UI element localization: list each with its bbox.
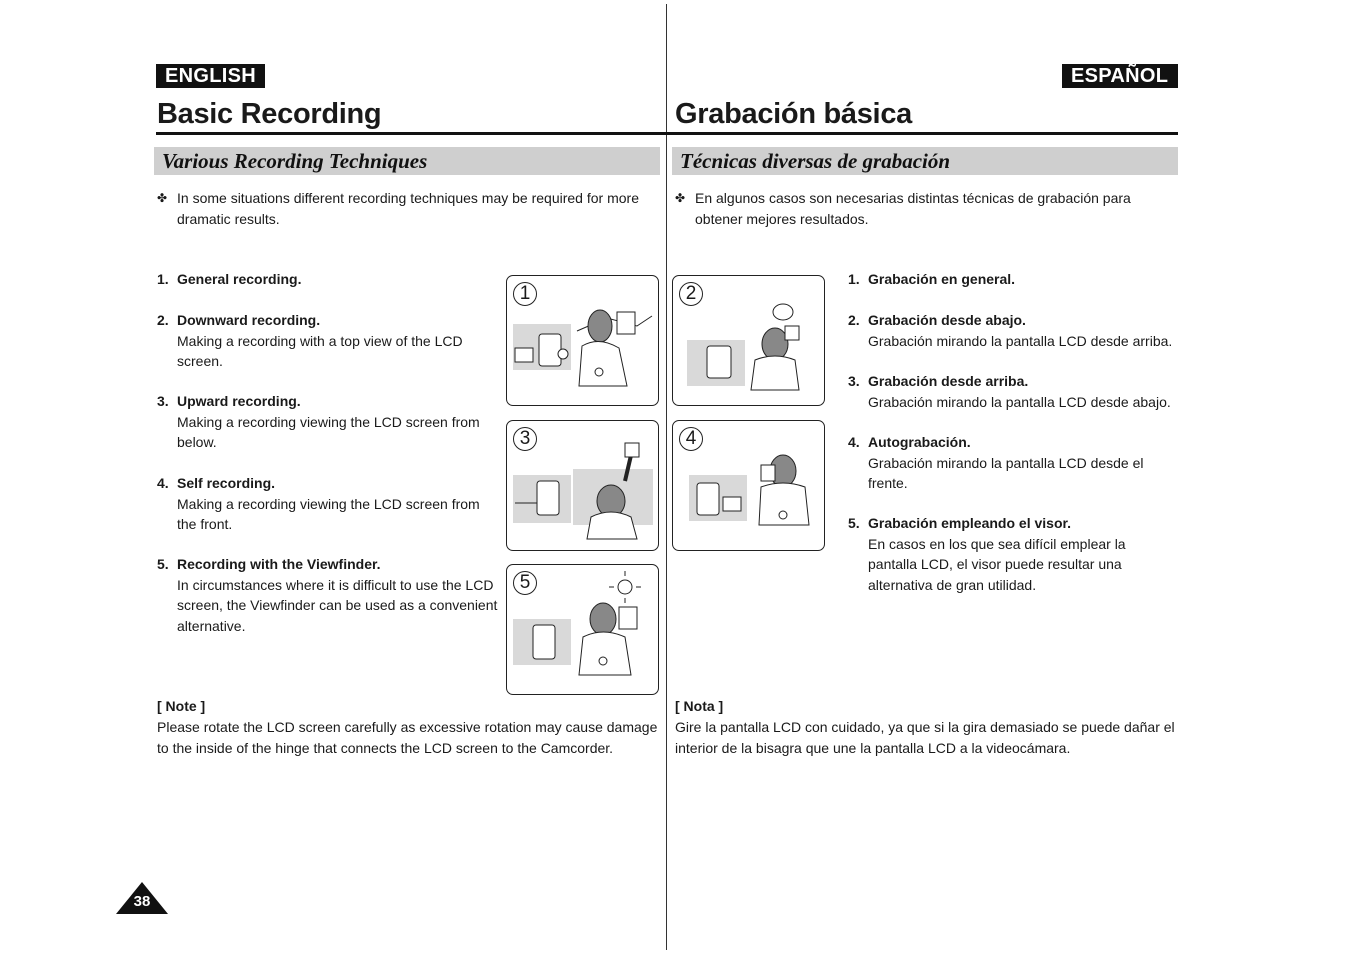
figure-number: 5 <box>513 571 537 595</box>
figure-number: 1 <box>513 282 537 306</box>
english-item-4 <box>157 473 487 535</box>
figure-5-viewfinder-recording <box>506 564 659 695</box>
upward-recording-illustration <box>507 421 658 550</box>
item-heading: Grabación en general. <box>868 271 1016 287</box>
item-body: Grabación mirando la pantalla LCD desde arriba. <box>868 332 1173 349</box>
english-item-5 <box>157 554 502 636</box>
spanish-intro <box>675 188 1175 230</box>
figure-2-downward-recording <box>672 275 825 406</box>
bullet-icon: ✤ <box>157 191 168 205</box>
item-body: Making a recording viewing the LCD screen from the front. <box>177 495 480 532</box>
page-number: 38 <box>133 893 151 910</box>
spanish-note-text: Gire la pantalla LCD con cuidado, ya que si la gira demasiado se puede dañar el interior de la bisagra que une la pantalla LCD a la videocámara. <box>675 719 1175 756</box>
item-number: 5. <box>157 556 169 572</box>
spanish-section-heading: Técnicas diversas de grabación <box>680 149 951 173</box>
item-body: Grabación mirando la pantalla LCD desde el frente. <box>868 454 1144 491</box>
spanish-item-4 <box>848 432 1158 494</box>
figure-1-general-recording <box>506 275 659 406</box>
item-body: En casos en los que sea difícil emplear la pantalla LCD, el visor puede resultar una alternativa de gran utilidad. <box>868 535 1126 593</box>
english-section-heading-bar <box>154 147 660 175</box>
item-heading: Autograbación. <box>868 434 971 450</box>
item-heading: Self recording. <box>177 475 276 491</box>
english-item-3 <box>157 391 487 453</box>
figure-3-upward-recording <box>506 420 659 551</box>
self-recording-illustration <box>673 421 824 550</box>
spanish-note-heading: [ Nota ] <box>675 698 724 714</box>
english-note-heading: [ Note ] <box>157 698 206 714</box>
item-number: 2. <box>848 312 860 328</box>
english-section-heading: Various Recording Techniques <box>162 149 428 173</box>
item-number: 4. <box>848 434 860 450</box>
viewfinder-recording-illustration <box>507 565 658 694</box>
english-item-2 <box>157 310 472 372</box>
item-body: In circumstances where it is difficult to use the LCD screen, the Viewfinder can be used as a convenient alternative. <box>177 576 498 634</box>
spanish-section-heading-bar <box>672 147 1178 175</box>
spanish-title-rule <box>666 132 1178 135</box>
spanish-page-title: Grabación básica <box>675 98 912 130</box>
spanish-item-2 <box>848 310 1176 351</box>
spanish-note <box>675 696 1180 759</box>
english-language-tag: ENGLISH <box>156 64 265 88</box>
item-number: 1. <box>157 271 169 287</box>
english-intro <box>157 188 657 230</box>
figure-4-self-recording <box>672 420 825 551</box>
spanish-language-tag: ESPAÑOL <box>1062 64 1178 88</box>
item-heading: Grabación desde abajo. <box>868 312 1026 328</box>
spanish-item-1 <box>848 269 1176 290</box>
item-number: 2. <box>157 312 169 328</box>
spanish-intro-text: En algunos casos son necesarias distintas técnicas de grabación para obtener mejores resultados. <box>695 190 1131 227</box>
item-heading: Upward recording. <box>177 393 301 409</box>
spanish-item-5 <box>848 513 1158 595</box>
general-recording-illustration <box>507 276 658 405</box>
english-page-title: Basic Recording <box>157 98 382 130</box>
item-heading: Recording with the Viewfinder. <box>177 556 381 572</box>
item-heading: Grabación desde arriba. <box>868 373 1029 389</box>
item-number: 3. <box>157 393 169 409</box>
item-number: 5. <box>848 515 860 531</box>
item-heading: Grabación empleando el visor. <box>868 515 1072 531</box>
column-divider <box>666 4 667 950</box>
english-title-rule <box>156 132 666 135</box>
item-number: 1. <box>848 271 860 287</box>
item-body: Making a recording viewing the LCD screen from below. <box>177 413 480 450</box>
english-note-text: Please rotate the LCD screen carefully as excessive rotation may cause damage to the inside of the hinge that connects the LCD screen to the Camcorder. <box>157 719 658 756</box>
spanish-item-3 <box>848 371 1176 412</box>
item-heading: Downward recording. <box>177 312 321 328</box>
item-body: Making a recording with a top view of the LCD screen. <box>177 332 463 369</box>
item-number: 3. <box>848 373 860 389</box>
item-heading: General recording. <box>177 271 302 287</box>
figure-number: 2 <box>679 282 703 306</box>
english-item-1 <box>157 269 487 290</box>
item-number: 4. <box>157 475 169 491</box>
english-note <box>157 696 662 759</box>
figure-number: 4 <box>679 427 703 451</box>
bullet-icon: ✤ <box>675 191 686 205</box>
downward-recording-illustration <box>673 276 824 405</box>
item-body: Grabación mirando la pantalla LCD desde abajo. <box>868 393 1171 410</box>
english-intro-text: In some situations different recording techniques may be required for more dramatic results. <box>177 190 639 227</box>
figure-number: 3 <box>513 427 537 451</box>
